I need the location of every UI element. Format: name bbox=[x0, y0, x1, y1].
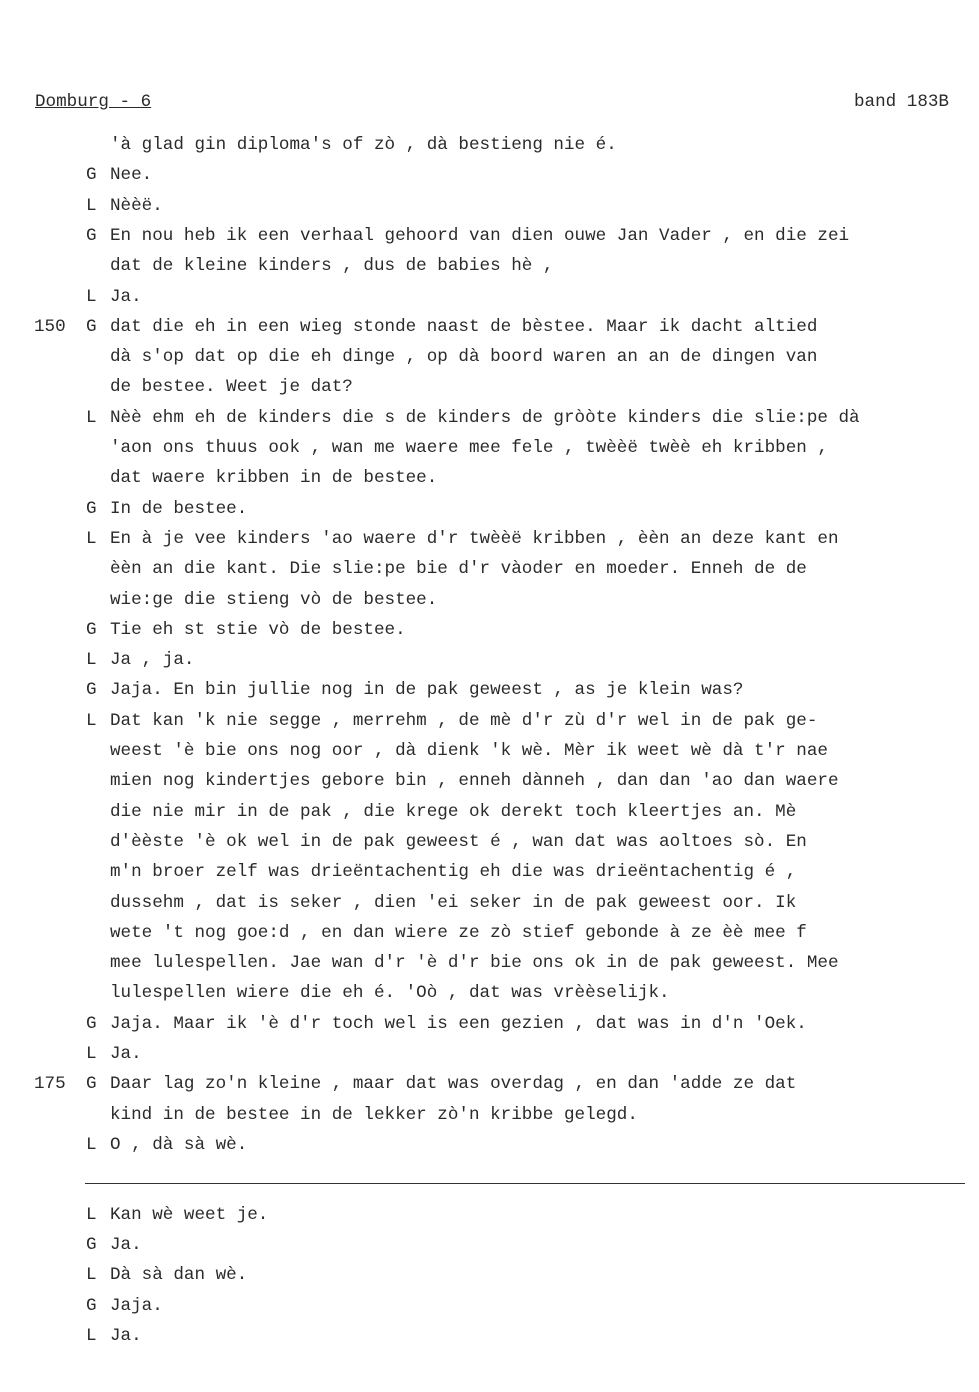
line-text: de bestee. Weet je dat? bbox=[110, 377, 353, 397]
transcript-line bbox=[0, 1291, 979, 1321]
speaker-label: L bbox=[86, 711, 97, 731]
line-text: Nèèë. bbox=[110, 196, 163, 216]
line-text: dà s'op dat op die eh dinge , op dà boord waren an an de dingen van bbox=[110, 347, 818, 367]
transcript-line bbox=[0, 524, 979, 554]
speaker-label: G bbox=[86, 1235, 97, 1255]
line-text: Ja , ja. bbox=[110, 650, 195, 670]
transcript-line bbox=[0, 433, 979, 463]
line-text: Jaja. En bin jullie nog in de pak geweest , as je klein was? bbox=[110, 680, 744, 700]
line-text: dat waere kribben in de bestee. bbox=[110, 468, 438, 488]
line-text: Daar lag zo'n kleine , maar dat was overdag , en dan 'adde ze dat bbox=[110, 1074, 797, 1094]
transcript-line bbox=[0, 160, 979, 190]
transcript-line bbox=[0, 403, 979, 433]
transcript-line bbox=[0, 191, 979, 221]
transcript-line bbox=[0, 585, 979, 615]
line-text: lulespellen wiere die eh é. 'Oò , dat was vrèèselijk. bbox=[110, 983, 670, 1003]
speaker-label: L bbox=[86, 1326, 97, 1346]
line-text: èèn an die kant. Die slie:pe bie d'r vàoder en moeder. Enneh de de bbox=[110, 559, 807, 579]
line-text: In de bestee. bbox=[110, 499, 248, 519]
transcript-line bbox=[0, 1260, 979, 1290]
section-divider bbox=[85, 1183, 965, 1184]
line-text: wie:ge die stieng vò de bestee. bbox=[110, 590, 438, 610]
speaker-label: G bbox=[86, 1074, 97, 1094]
line-text: dussehm , dat is seker , dien 'ei seker in de pak geweest oor. Ik bbox=[110, 893, 797, 913]
line-text: Nee. bbox=[110, 165, 153, 185]
transcript-line bbox=[0, 342, 979, 372]
speaker-label: L bbox=[86, 287, 97, 307]
transcript-line bbox=[0, 282, 979, 312]
transcript-line bbox=[0, 1009, 979, 1039]
speaker-label: L bbox=[86, 529, 97, 549]
page-header-left: Domburg - 6 bbox=[35, 92, 152, 112]
transcript-line bbox=[0, 857, 979, 887]
line-text: Tie eh st stie vò de bestee. bbox=[110, 620, 406, 640]
transcript-line bbox=[0, 1230, 979, 1260]
transcript-line bbox=[0, 312, 979, 342]
transcript-line bbox=[0, 978, 979, 1008]
line-text: mien nog kindertjes gebore bin , enneh dànneh , dan dan 'ao dan waere bbox=[110, 771, 839, 791]
transcript-line bbox=[0, 615, 979, 645]
speaker-label: L bbox=[86, 650, 97, 670]
speaker-label: L bbox=[86, 1205, 97, 1225]
transcript-line bbox=[0, 948, 979, 978]
line-text: dat die eh in een wieg stonde naast de bèstee. Maar ik dacht altied bbox=[110, 317, 818, 337]
speaker-label: L bbox=[86, 1044, 97, 1064]
line-text: 'à glad gin diploma's of zò , dà bestieng nie é. bbox=[110, 135, 617, 155]
transcript-line bbox=[0, 221, 979, 251]
line-text: En nou heb ik een verhaal gehoord van dien ouwe Jan Vader , en die zei bbox=[110, 226, 850, 246]
speaker-label: G bbox=[86, 165, 97, 185]
speaker-label: G bbox=[86, 226, 97, 246]
line-text: Ja. bbox=[110, 1326, 142, 1346]
transcript-line bbox=[0, 736, 979, 766]
line-text: Nèè ehm eh de kinders die s de kinders de gròòte kinders die slie:pe dà bbox=[110, 408, 860, 428]
line-text: En à je vee kinders 'ao waere d'r twèèë kribben , èèn an deze kant en bbox=[110, 529, 839, 549]
line-number: 175 bbox=[34, 1074, 66, 1094]
speaker-label: L bbox=[86, 1135, 97, 1155]
transcript-line bbox=[0, 494, 979, 524]
line-text: weest 'è bie ons nog oor , dà dienk 'k wè. Mèr ik weet wè dà t'r nae bbox=[110, 741, 828, 761]
speaker-label: G bbox=[86, 1014, 97, 1034]
transcript-line bbox=[0, 827, 979, 857]
speaker-label: L bbox=[86, 196, 97, 216]
transcript-line bbox=[0, 554, 979, 584]
line-text: Ja. bbox=[110, 1044, 142, 1064]
line-text: Ja. bbox=[110, 1235, 142, 1255]
line-text: wete 't nog goe:d , en dan wiere ze zò stief gebonde à ze èè mee f bbox=[110, 923, 807, 943]
speaker-label: L bbox=[86, 1265, 97, 1285]
line-text: kind in de bestee in de lekker zò'n kribbe gelegd. bbox=[110, 1105, 638, 1125]
transcript-line bbox=[0, 130, 979, 160]
transcript-line bbox=[0, 706, 979, 736]
line-text: m'n broer zelf was drieëntachentig eh die was drieëntachentig é , bbox=[110, 862, 797, 882]
transcript-line bbox=[0, 463, 979, 493]
transcript-line bbox=[0, 1069, 979, 1099]
line-text: Dat kan 'k nie segge , merrehm , de mè d'r zù d'r wel in de pak ge- bbox=[110, 711, 818, 731]
line-text: mee lulespellen. Jae wan d'r 'è d'r bie ons ok in de pak geweest. Mee bbox=[110, 953, 839, 973]
line-text: 'aon ons thuus ook , wan me waere mee fele , twèèë twèè eh kribben , bbox=[110, 438, 828, 458]
line-text: die nie mir in de pak , die krege ok derekt toch kleertjes an. Mè bbox=[110, 802, 797, 822]
transcript-line bbox=[0, 1039, 979, 1069]
transcript-line bbox=[0, 1100, 979, 1130]
transcript-line bbox=[0, 888, 979, 918]
transcript-line bbox=[0, 251, 979, 281]
transcript-line bbox=[0, 918, 979, 948]
speaker-label: G bbox=[86, 317, 97, 337]
transcript-line bbox=[0, 766, 979, 796]
line-text: O , dà sà wè. bbox=[110, 1135, 248, 1155]
line-text: Ja. bbox=[110, 287, 142, 307]
transcript-line bbox=[0, 1200, 979, 1230]
line-number: 150 bbox=[34, 317, 66, 337]
transcript-line bbox=[0, 1130, 979, 1160]
line-text: dat de kleine kinders , dus de babies hè , bbox=[110, 256, 554, 276]
transcript-line bbox=[0, 372, 979, 402]
line-text: Jaja. bbox=[110, 1296, 163, 1316]
speaker-label: G bbox=[86, 499, 97, 519]
transcript-line bbox=[0, 1321, 979, 1351]
line-text: Kan wè weet je. bbox=[110, 1205, 269, 1225]
page-header-right: band 183B bbox=[853, 92, 949, 112]
line-text: d'èèste 'è ok wel in de pak geweest é , wan dat was aoltoes sò. En bbox=[110, 832, 807, 852]
line-text: Jaja. Maar ik 'è d'r toch wel is een gezien , dat was in d'n 'Oek. bbox=[110, 1014, 807, 1034]
transcript-line bbox=[0, 645, 979, 675]
transcript-line bbox=[0, 797, 979, 827]
speaker-label: G bbox=[86, 1296, 97, 1316]
line-text: Dà sà dan wè. bbox=[110, 1265, 248, 1285]
speaker-label: G bbox=[86, 620, 97, 640]
speaker-label: L bbox=[86, 408, 97, 428]
transcript-line bbox=[0, 675, 979, 705]
speaker-label: G bbox=[86, 680, 97, 700]
